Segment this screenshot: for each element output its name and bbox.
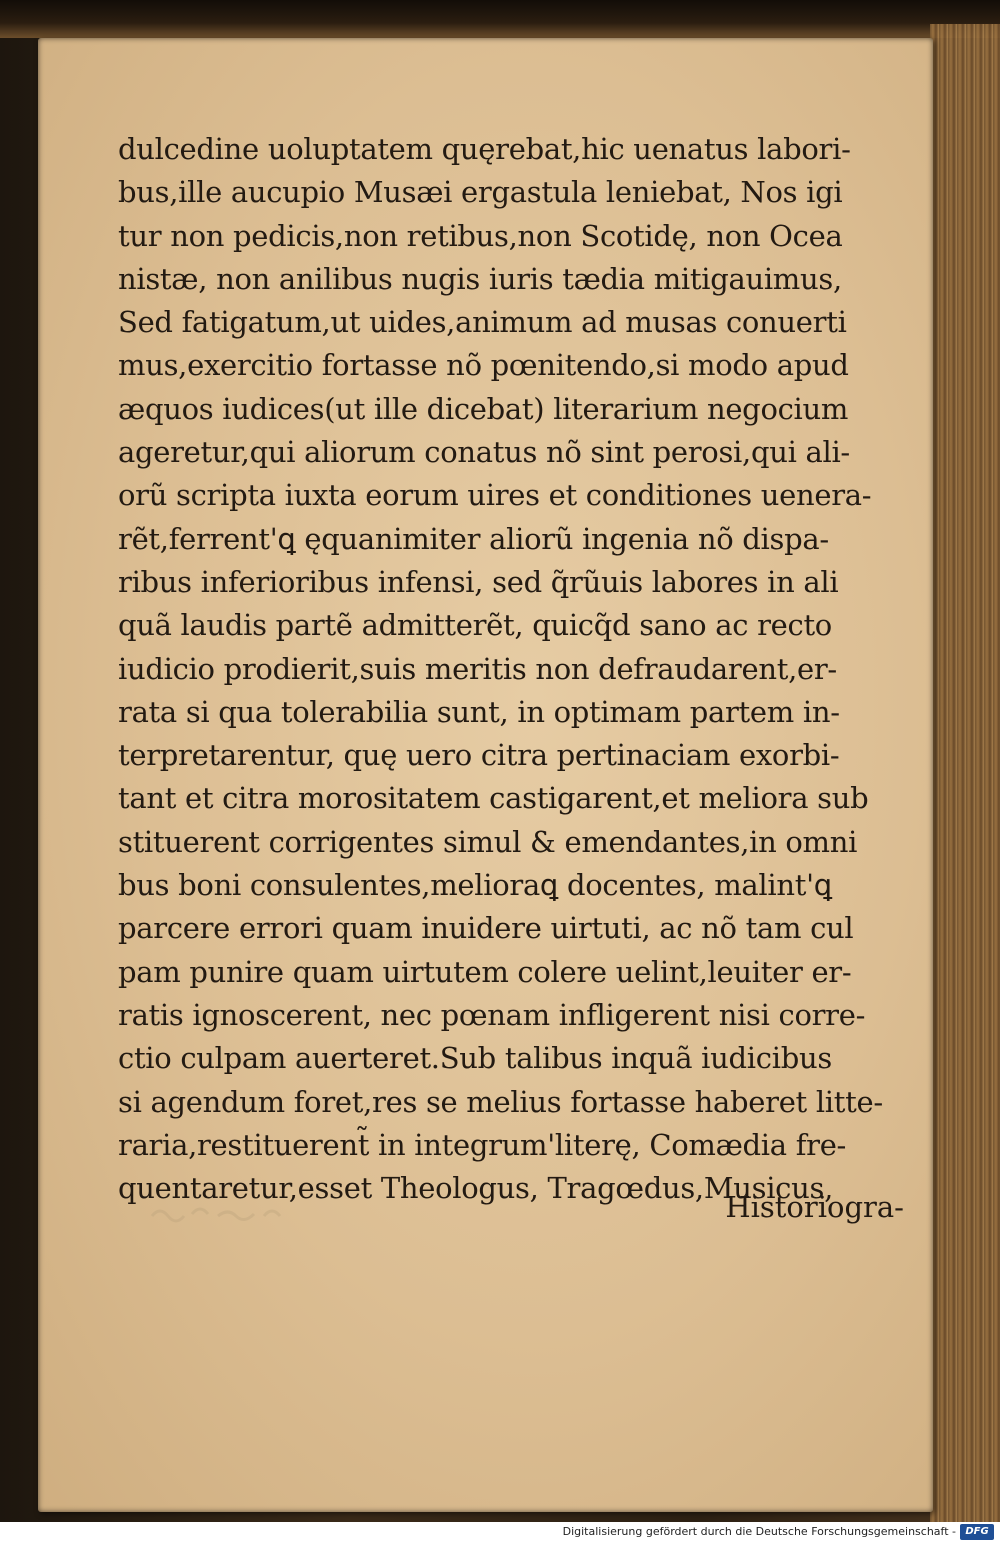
text-line: Sed fatigatum,ut uides,animum ad musas conuerti [118,305,847,340]
text-line: ageretur,qui aliorum conatus nõ sint perosi,qui ali- [118,435,850,470]
text-line: raria,restituerent̃ in integrum'literę, Comædia fre- [118,1127,847,1162]
text-line: nistæ, non anilibus nugis iuris tædia mitigauimus, [118,261,842,296]
text-line: iudicio prodierit,suis meritis non defraudarent,er- [118,651,837,686]
text-line: si agendum foret,res se melius fortasse haberet litte- [118,1084,883,1119]
text-line: quã laudis partẽ admitterẽt, quicq̃d sano ac recto [118,608,832,643]
text-line: orũ scripta iuxta eorum uires et conditiones uenera- [118,478,872,513]
text-line: quentaretur,esset Theologus, Tragœdus,Musicus, [118,1171,833,1206]
text-line: bus boni consulentes,melioraꝗ docentes, malint'ꝗ [118,868,832,903]
text-line: rata si qua tolerabilia sunt, in optimam partem in- [118,694,840,729]
text-line: tur non pedicis,non retibus,non Scotidę, non Ocea [118,218,843,253]
text-line: ctio culpam auerteret.Sub talibus inquã iudicibus [118,1041,832,1076]
faded-ink-mark [148,1194,298,1228]
text-line: ratis ignoscerent, nec pœnam infligerent nisi corre- [118,997,866,1032]
text-line: bus,ille aucupio Musæi ergastula leniebat, Nos igi [118,175,843,210]
show-through-smudge [148,1194,298,1235]
book-fore-edge [930,24,1000,1524]
dfg-logo-icon: DFG [960,1524,994,1540]
text-line: æquos iudices(ut ille dicebat) literarium negocium [118,391,849,426]
text-line: terpretarentur, quę uero citra pertinaciam exorbi- [118,738,840,773]
book-top-edge [0,0,1000,38]
text-line: parcere errori quam inuidere uirtuti, ac nõ tam cul [118,911,854,946]
text-line: pam punire quam uirtutem colere uelint,leuiter er- [118,954,852,989]
text-line: mus,exercitio fortasse nõ pœnitendo,si modo apud [118,348,849,383]
catchword: Historiogra- [725,1190,904,1224]
text-line: rẽt,ferrent'ꝗ ęquanimiter aliorũ ingenia nõ dispa- [118,521,829,556]
text-line: dulcedine uoluptatem quęrebat,hic uenatus labori- [118,132,851,166]
catchword-row [118,1186,908,1234]
page-text-block [118,128,908,1210]
footer-bar [0,1522,1000,1543]
footer-credit: Digitalisierung gefördert durch die Deutsche Forschungsgemeinschaft - [562,1525,956,1538]
text-line: tant et citra morositatem castigarent,et meliora sub [118,781,869,816]
text-line: ribus inferioribus infensi, sed q̃rũuis labores in ali [118,564,839,599]
text-line: stituerent corrigentes simul & emendantes,in omni [118,824,858,859]
